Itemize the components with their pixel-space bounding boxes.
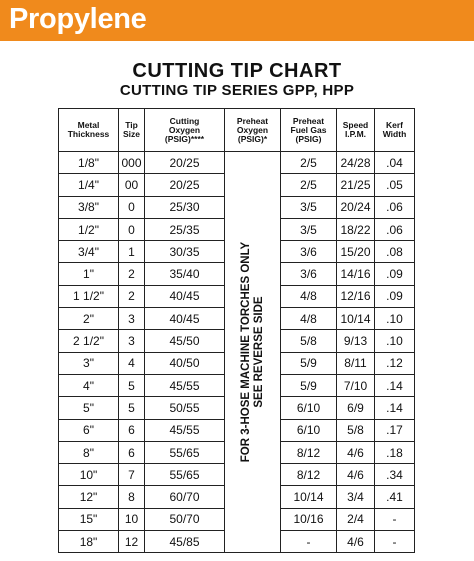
speed-cell: 3/4	[337, 486, 375, 508]
table-row	[59, 152, 415, 174]
header-tip-size: Tip Size	[119, 109, 145, 152]
speed-cell: 4/6	[337, 441, 375, 463]
thickness-cell: 1/2"	[59, 218, 119, 240]
fuel-gas-cell: 2/5	[281, 152, 337, 174]
speed-cell: 4/6	[337, 531, 375, 553]
thickness-cell: 1 1/2"	[59, 285, 119, 307]
fuel-gas-cell: 5/8	[281, 330, 337, 352]
speed-cell: 6/9	[337, 397, 375, 419]
kerf-width-cell: .17	[375, 419, 415, 441]
cutting-oxygen-cell: 55/65	[145, 464, 225, 486]
kerf-width-cell: .06	[375, 218, 415, 240]
cutting-oxygen-cell: 25/35	[145, 218, 225, 240]
fuel-gas-cell: 10/14	[281, 486, 337, 508]
cutting-oxygen-cell: 20/25	[145, 174, 225, 196]
cutting-oxygen-cell: 50/70	[145, 508, 225, 530]
kerf-width-cell: .04	[375, 152, 415, 174]
fuel-gas-cell: 5/9	[281, 352, 337, 374]
thickness-cell: 8"	[59, 441, 119, 463]
speed-cell: 7/10	[337, 374, 375, 396]
header-preheat-oxygen: Preheat Oxygen (PSIG)*	[225, 109, 281, 152]
chart-title: CUTTING TIP CHART	[132, 60, 342, 82]
fuel-gas-cell: 10/16	[281, 508, 337, 530]
preheat-note-line: SEE REVERSE SIDE	[252, 296, 265, 408]
tip-size-cell: 10	[119, 508, 145, 530]
tip-size-cell: 6	[119, 419, 145, 441]
speed-cell: 21/25	[337, 174, 375, 196]
tip-size-cell: 4	[119, 352, 145, 374]
fuel-gas-cell: 3/5	[281, 196, 337, 218]
cutting-oxygen-cell: 20/25	[145, 152, 225, 174]
fuel-gas-cell: 6/10	[281, 397, 337, 419]
kerf-width-cell: .34	[375, 464, 415, 486]
header-cutting-oxygen: Cutting Oxygen (PSIG)****	[145, 109, 225, 152]
speed-cell: 15/20	[337, 241, 375, 263]
kerf-width-cell: .05	[375, 174, 415, 196]
thickness-cell: 3"	[59, 352, 119, 374]
tip-size-cell: 0	[119, 196, 145, 218]
banner-title: Propylene	[9, 3, 147, 35]
thickness-cell: 1/4"	[59, 174, 119, 196]
kerf-width-cell: .14	[375, 397, 415, 419]
kerf-width-cell: .10	[375, 308, 415, 330]
cutting-oxygen-cell: 55/65	[145, 441, 225, 463]
fuel-gas-cell: 4/8	[281, 308, 337, 330]
preheat-oxygen-note	[240, 242, 266, 462]
thickness-cell: 5"	[59, 397, 119, 419]
tip-size-cell: 12	[119, 531, 145, 553]
header-kerf-width: Kerf Width	[375, 109, 415, 152]
fuel-gas-cell: -	[281, 531, 337, 553]
thickness-cell: 2 1/2"	[59, 330, 119, 352]
thickness-cell: 4"	[59, 374, 119, 396]
tip-size-cell: 5	[119, 397, 145, 419]
cutting-oxygen-cell: 45/85	[145, 531, 225, 553]
tip-size-cell: 7	[119, 464, 145, 486]
thickness-cell: 18"	[59, 531, 119, 553]
speed-cell: 14/16	[337, 263, 375, 285]
fuel-gas-cell: 3/6	[281, 263, 337, 285]
cutting-oxygen-cell: 35/40	[145, 263, 225, 285]
speed-cell: 9/13	[337, 330, 375, 352]
thickness-cell: 6"	[59, 419, 119, 441]
speed-cell: 10/14	[337, 308, 375, 330]
fuel-gas-cell: 8/12	[281, 441, 337, 463]
speed-cell: 20/24	[337, 196, 375, 218]
thickness-cell: 3/8"	[59, 196, 119, 218]
fuel-gas-cell: 3/5	[281, 218, 337, 240]
tip-size-cell: 8	[119, 486, 145, 508]
kerf-width-cell: -	[375, 531, 415, 553]
tip-size-cell: 2	[119, 263, 145, 285]
tip-size-cell: 6	[119, 441, 145, 463]
cutting-oxygen-cell: 40/45	[145, 285, 225, 307]
kerf-width-cell: .09	[375, 285, 415, 307]
tip-size-cell: 3	[119, 308, 145, 330]
chart-subtitle: CUTTING TIP SERIES GPP, HPP	[119, 82, 355, 99]
kerf-width-cell: .18	[375, 441, 415, 463]
cutting-oxygen-cell: 50/55	[145, 397, 225, 419]
speed-cell: 2/4	[337, 508, 375, 530]
cutting-oxygen-cell: 25/30	[145, 196, 225, 218]
thickness-cell: 3/4"	[59, 241, 119, 263]
speed-cell: 18/22	[337, 218, 375, 240]
tip-size-cell: 2	[119, 285, 145, 307]
preheat-note-line: FOR 3-HOSE MACHINE TORCHES ONLY	[239, 241, 252, 463]
fuel-gas-cell: 5/9	[281, 374, 337, 396]
thickness-cell: 1/8"	[59, 152, 119, 174]
kerf-width-cell: .12	[375, 352, 415, 374]
tip-size-cell: 5	[119, 374, 145, 396]
fuel-gas-cell: 4/8	[281, 285, 337, 307]
speed-cell: 24/28	[337, 152, 375, 174]
thickness-cell: 12"	[59, 486, 119, 508]
cutting-oxygen-cell: 45/50	[145, 330, 225, 352]
kerf-width-cell: .06	[375, 196, 415, 218]
table-body	[59, 152, 415, 553]
speed-cell: 4/6	[337, 464, 375, 486]
header-speed: Speed I.P.M.	[337, 109, 375, 152]
table-header-row	[59, 109, 415, 152]
title-banner	[0, 0, 474, 41]
cutting-oxygen-cell: 45/55	[145, 374, 225, 396]
speed-cell: 12/16	[337, 285, 375, 307]
header-metal-thickness: Metal Thickness	[59, 109, 119, 152]
cutting-oxygen-cell: 30/35	[145, 241, 225, 263]
cutting-oxygen-cell: 45/55	[145, 419, 225, 441]
tip-size-cell: 3	[119, 330, 145, 352]
kerf-width-cell: .41	[375, 486, 415, 508]
tip-size-cell: 1	[119, 241, 145, 263]
fuel-gas-cell: 2/5	[281, 174, 337, 196]
kerf-width-cell: .10	[375, 330, 415, 352]
cutting-oxygen-cell: 40/50	[145, 352, 225, 374]
thickness-cell: 2"	[59, 308, 119, 330]
thickness-cell: 1"	[59, 263, 119, 285]
fuel-gas-cell: 3/6	[281, 241, 337, 263]
thickness-cell: 15"	[59, 508, 119, 530]
preheat-oxygen-note-cell	[225, 152, 281, 553]
speed-cell: 8/11	[337, 352, 375, 374]
cutting-oxygen-cell: 40/45	[145, 308, 225, 330]
kerf-width-cell: -	[375, 508, 415, 530]
thickness-cell: 10"	[59, 464, 119, 486]
kerf-width-cell: .14	[375, 374, 415, 396]
cutting-oxygen-cell: 60/70	[145, 486, 225, 508]
tip-size-cell: 00	[119, 174, 145, 196]
header-preheat-fuel-gas: Preheat Fuel Gas (PSIG)	[281, 109, 337, 152]
cutting-tip-table	[58, 108, 415, 553]
speed-cell: 5/8	[337, 419, 375, 441]
fuel-gas-cell: 6/10	[281, 419, 337, 441]
fuel-gas-cell: 8/12	[281, 464, 337, 486]
kerf-width-cell: .08	[375, 241, 415, 263]
kerf-width-cell: .09	[375, 263, 415, 285]
tip-size-cell: 0	[119, 218, 145, 240]
tip-size-cell: 000	[119, 152, 145, 174]
